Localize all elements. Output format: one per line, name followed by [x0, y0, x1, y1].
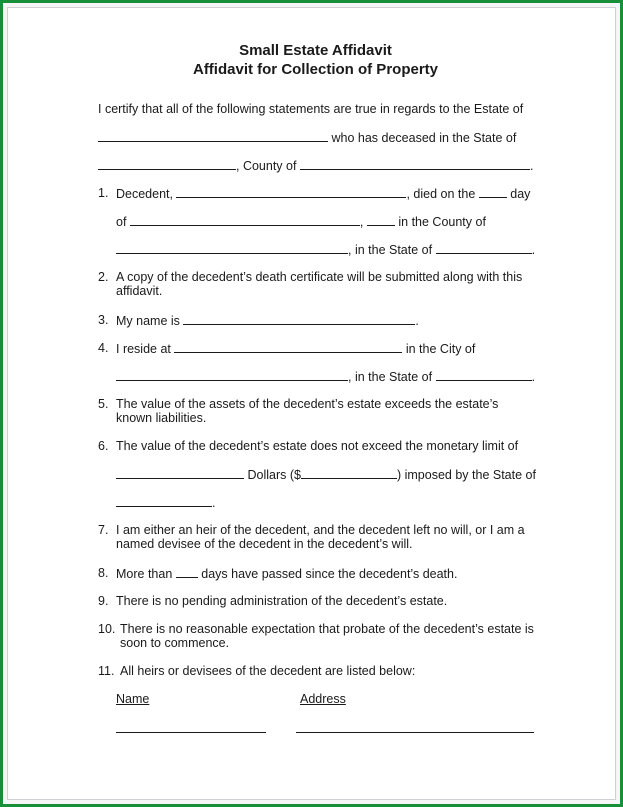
item-5-text: The value of the assets of the decedent’s estate exceeds the estate’s known liabilities. — [116, 397, 499, 425]
intro-line-2: who has deceased in the State of — [98, 130, 516, 146]
estate-name-field[interactable] — [98, 130, 328, 142]
item-number: 3. — [98, 313, 109, 327]
death-month-field[interactable] — [130, 214, 360, 226]
item-10-text: There is no reasonable expectation that probate of the decedent’s estate is soon to commence. — [120, 622, 534, 650]
item-number: 11. — [98, 664, 115, 678]
state-field[interactable] — [98, 158, 236, 170]
item-number: 2. — [98, 270, 109, 284]
item-6-line-1: The value of the decedent’s estate does not exceed the monetary limit of — [116, 439, 519, 453]
item-1-line-2: of , in the County of — [116, 215, 486, 229]
item-number: 5. — [98, 397, 109, 411]
item-number: 6. — [98, 439, 109, 453]
item-6-line-2: Dollars ($ ) imposed by the State of — [116, 467, 536, 483]
death-state-field[interactable] — [436, 242, 532, 254]
heirs-name-header: Name — [116, 692, 150, 706]
item-11-text: All heirs or devisees of the decedent are listed below: — [120, 664, 416, 678]
item-number: 1. — [98, 186, 109, 200]
dollars-amount-field[interactable] — [301, 467, 397, 479]
death-day-field[interactable] — [479, 186, 507, 198]
document-title: Small Estate Affidavit — [239, 42, 392, 59]
death-county-field[interactable] — [116, 242, 348, 254]
item-4-line-1: I reside at in the City of — [116, 342, 476, 356]
item-7-text: I am either an heir of the decedent, and the decedent left no will, or I am a named devisee of the decedent in the decedent’s will. — [116, 523, 525, 551]
item-number: 4. — [98, 341, 109, 355]
limit-state-field[interactable] — [116, 495, 212, 507]
item-6-line-3: . — [116, 495, 215, 511]
heirs-address-header: Address — [300, 692, 346, 706]
item-number: 8. — [98, 566, 109, 580]
residence-city-field[interactable] — [116, 369, 348, 381]
item-number: 10. — [98, 622, 116, 636]
dollars-written-field[interactable] — [116, 467, 244, 479]
item-number: 9. — [98, 594, 109, 608]
document-page — [7, 7, 616, 800]
death-year-field[interactable] — [367, 214, 395, 226]
residence-address-field[interactable] — [174, 341, 402, 353]
intro-text: I certify that all of the following statements are true in regards to the Estate of — [98, 102, 524, 116]
residence-state-field[interactable] — [436, 369, 532, 381]
item-9-text: There is no pending administration of the decedent’s estate. — [116, 594, 448, 608]
my-name-field[interactable] — [183, 313, 415, 325]
heir-name-field[interactable] — [116, 732, 266, 733]
intro-line-3: , County of . — [98, 158, 533, 174]
item-8-line: More than days have passed since the decedent’s death. — [116, 567, 458, 581]
item-1-line-1: Decedent, , died on the day — [116, 187, 531, 201]
item-number: 7. — [98, 523, 109, 537]
decedent-name-field[interactable] — [176, 186, 406, 198]
days-field[interactable] — [176, 566, 198, 578]
item-1-line-3: , in the State of . — [116, 242, 535, 258]
item-3-line: My name is . — [116, 314, 419, 328]
heir-address-field[interactable] — [296, 732, 534, 733]
item-4-line-2: , in the State of . — [116, 369, 535, 385]
document-subtitle: Affidavit for Collection of Property — [192, 61, 438, 78]
item-2-text: A copy of the decedent’s death certificate will be submitted along with this affidavit. — [116, 270, 523, 298]
county-field[interactable] — [300, 158, 530, 170]
